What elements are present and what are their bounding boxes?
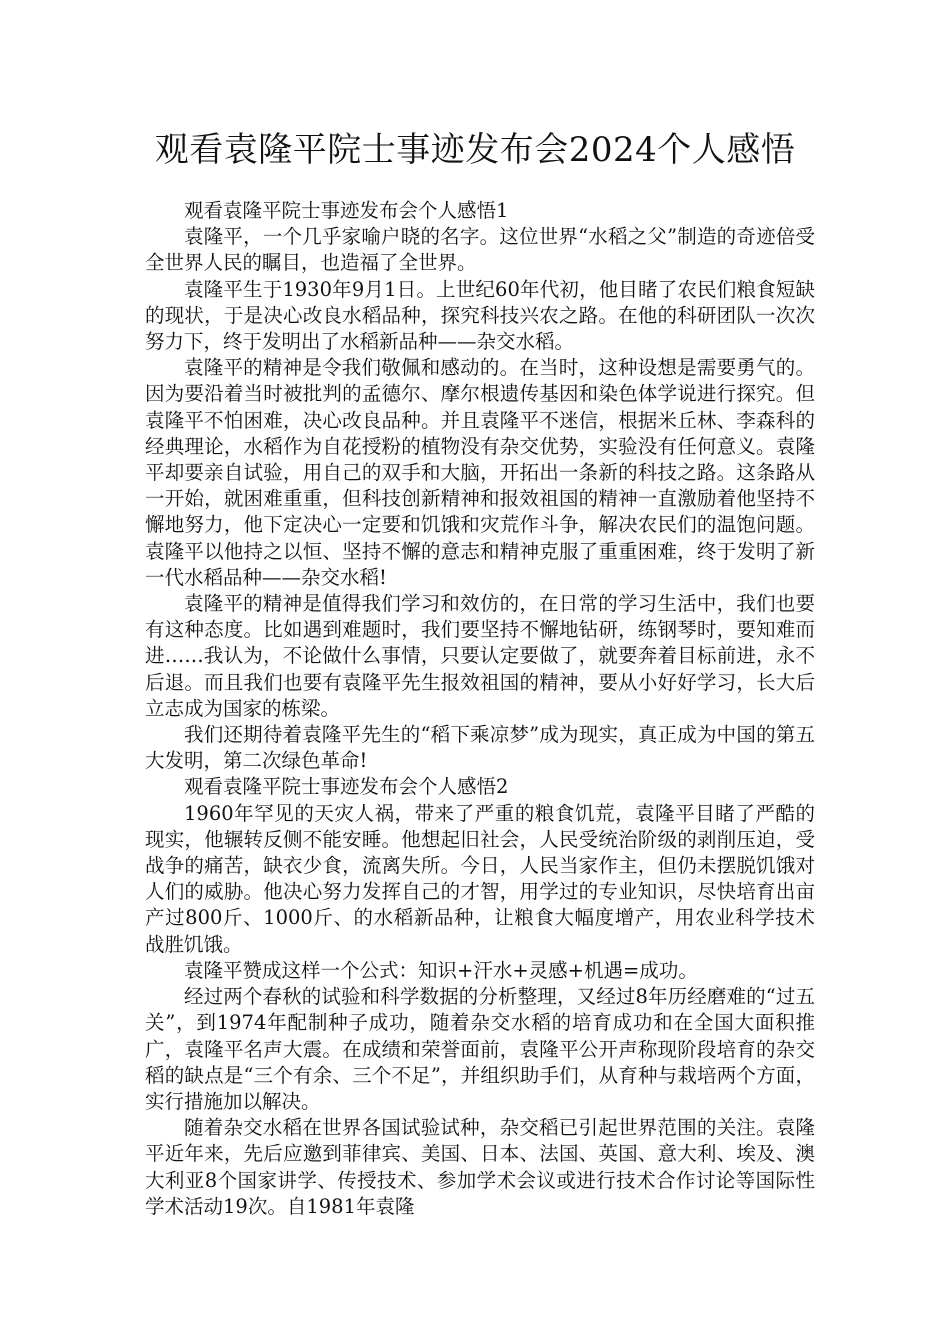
paragraph-heading-1: 观看袁隆平院士事迹发布会个人感悟1	[184, 199, 509, 222]
paragraph: 随着杂交水稻在世界各国试验试种，杂交稻已引起世界范围的关注。袁隆平近年来，先后应邀到菲律宾、美国、日本、法国、英国、意大利、埃及、澳大利亚8个国家讲学、传授技术、参加学术会议或进行技术合作讨论等国际性学术活动19次。自1981年袁隆	[145, 1116, 815, 1218]
paragraph: 经过两个春秋的试验和科学数据的分析整理，又经过8年历经磨难的“过五关”，到1974年配制种子成功，随着杂交水稻的培育成功和在全国大面积推广，袁隆平名声大震。在成绩和荣誉面前，袁隆平公开声称现阶段培育的杂交稻的缺点是“三个有余、三个不足”，并组织助手们，从育种与栽培两个方面，实行措施加以解决。	[145, 985, 815, 1113]
paragraph: 我们还期待着袁隆平先生的“稻下乘凉梦”成为现实，真正成为中国的第五大发明，第二次绿色革命!	[145, 723, 815, 773]
document-title: 观看袁隆平院士事迹发布会2024个人感悟	[154, 130, 796, 170]
paragraph: 1960年罕见的天灾人祸，带来了严重的粮食饥荒，袁隆平目睹了严酷的现实，他辗转反侧不能安睡。他想起旧社会，人民受统治阶级的剥削压迫，受战争的痛苦，缺衣少食，流离失所。今日，人民当家作主，但仍未摆脱饥饿对人们的威胁。他决心努力发挥自己的才智，用学过的专业知识，尽快培育出亩产过800斤、1000斤、的水稻新品种，让粮食大幅度增产，用农业科学技术战胜饥饿。	[145, 801, 815, 956]
paragraph: 袁隆平生于1930年9月1日。上世纪60年代初，他目睹了农民们粮食短缺的现状，于是决心改良水稻品种，探究科技兴农之路。在他的科研团队一次次努力下，终于发明出了水稻新品种——杂交水稻。	[145, 277, 815, 354]
paragraph: 袁隆平，一个几乎家喻户晓的名字。这位世界“水稻之父”制造的奇迹倍受全世界人民的瞩目，也造福了全世界。	[145, 225, 815, 275]
document-body	[145, 198, 815, 1220]
paragraph: 袁隆平的精神是值得我们学习和效仿的，在日常的学习生活中，我们也要有这种态度。比如遇到难题时，我们要坚持不懈地钻研，练钢琴时，要知难而进……我认为，不论做什么事情，只要认定要做了，就要奔着目标前进，永不后退。而且我们也要有袁隆平先生报效祖国的精神，要从小好好学习，长大后立志成为国家的栋梁。	[145, 592, 815, 720]
paragraph: 袁隆平赞成这样一个公式：知识+汗水+灵感+机遇=成功。	[184, 958, 698, 982]
paragraph: 袁隆平的精神是令我们敬佩和感动的。在当时，这种设想是需要勇气的。因为要沿着当时被批判的孟德尔、摩尔根遗传基因和染色体学说进行探究。但袁隆平不怕困难，决心改良品种。并且袁隆平不迷信，根据米丘林、李森科的经典理论，水稻作为自花授粉的植物没有杂交优势，实验没有任何意义。袁隆平却要亲自试验，用自己的双手和大脑，开拓出一条新的科技之路。这条路从一开始，就困难重重，但科技创新精神和报效祖国的精神一直激励着他坚持不懈地努力，他下定决心一定要和饥饿和灾荒作斗争，解决农民们的温饱问题。袁隆平以他持之以恒、坚持不懈的意志和精神克服了重重困难，终于发明了新一代水稻品种——杂交水稻!	[145, 356, 815, 589]
paragraph-heading-2: 观看袁隆平院士事迹发布会个人感悟2	[184, 775, 509, 799]
